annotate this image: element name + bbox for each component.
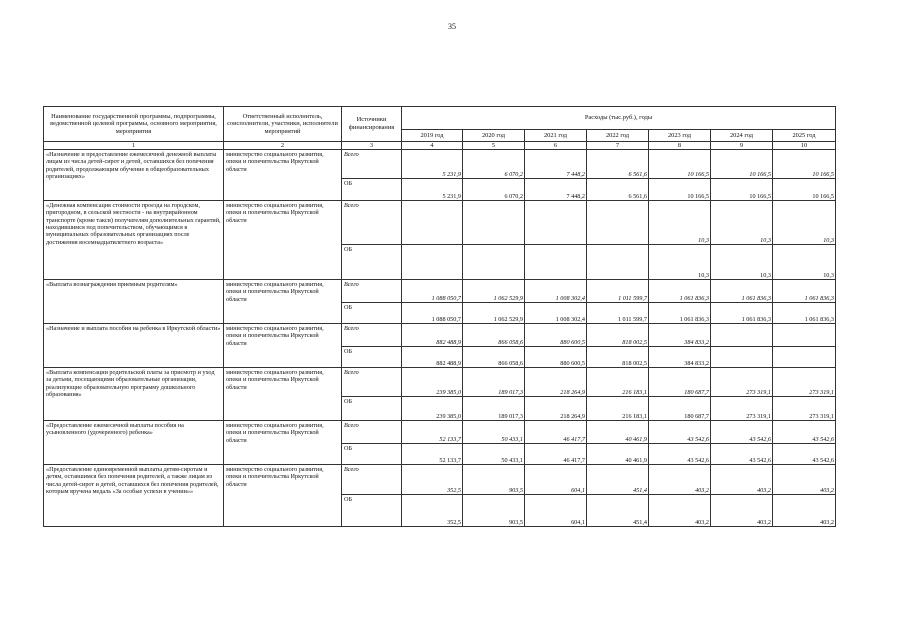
page-number: 35 xyxy=(448,22,456,31)
budget-value: 880 600,5 xyxy=(525,347,587,368)
table-row xyxy=(44,150,836,179)
budget-value: 1 062 529,9 xyxy=(463,303,525,324)
total-value: 7 448,2 xyxy=(525,150,587,179)
column-number: 1 xyxy=(44,142,224,150)
budget-value: 6 070,2 xyxy=(463,179,525,201)
column-numbers-row xyxy=(44,142,836,150)
total-value xyxy=(402,201,463,245)
source-sub-label: ОБ xyxy=(342,397,402,421)
activity-name: «Выплата компенсации родительской платы за присмотр и уход за детьми, посещающими образовательные организации, реализующие образовательную программу дошкольного образования» xyxy=(44,368,224,421)
total-value: 10,3 xyxy=(773,201,836,245)
total-value: 273 319,1 xyxy=(773,368,836,397)
total-value: 818 002,5 xyxy=(587,324,649,347)
table-row xyxy=(44,324,836,347)
budget-value: 403,2 xyxy=(711,495,773,527)
table-row xyxy=(44,421,836,444)
column-number: 4 xyxy=(402,142,463,150)
source-total-label: Всего xyxy=(342,324,402,347)
activity-name: «Предоставление ежемесячной выплаты пособия на усыновленного (удочеренного) ребенка» xyxy=(44,421,224,465)
budget-value: 216 183,1 xyxy=(587,397,649,421)
total-value: 52 133,7 xyxy=(402,421,463,444)
budget-value: 10,3 xyxy=(711,245,773,280)
source-total-label: Всего xyxy=(342,465,402,495)
budget-value: 384 833,2 xyxy=(649,347,711,368)
source-total-label: Всего xyxy=(342,368,402,397)
budget-value: 10,3 xyxy=(649,245,711,280)
source-total-label: Всего xyxy=(342,150,402,179)
budget-value: 10 166,5 xyxy=(773,179,836,201)
header-year: 2024 год xyxy=(711,130,773,142)
budget-value: 6 561,6 xyxy=(587,179,649,201)
source-sub-label: ОБ xyxy=(342,444,402,465)
column-number: 10 xyxy=(773,142,836,150)
source-sub-label: ОБ xyxy=(342,245,402,280)
total-value: 6 561,6 xyxy=(587,150,649,179)
total-value xyxy=(525,201,587,245)
header-source: Источники финансирования xyxy=(342,107,402,142)
budget-value xyxy=(587,245,649,280)
budget-value: 10,3 xyxy=(773,245,836,280)
budget-value: 43 542,6 xyxy=(773,444,836,465)
column-number: 2 xyxy=(224,142,342,150)
budget-value: 403,2 xyxy=(649,495,711,527)
total-value: 216 183,1 xyxy=(587,368,649,397)
column-number: 7 xyxy=(587,142,649,150)
source-total-label: Всего xyxy=(342,201,402,245)
budget-value: 189 017,3 xyxy=(463,397,525,421)
total-value: 46 417,7 xyxy=(525,421,587,444)
total-value: 10,3 xyxy=(649,201,711,245)
budget-value: 46 417,7 xyxy=(525,444,587,465)
header-year: 2022 год xyxy=(587,130,649,142)
total-value: 1 061 836,3 xyxy=(773,280,836,303)
total-value: 5 231,9 xyxy=(402,150,463,179)
budget-value: 239 385,0 xyxy=(402,397,463,421)
total-value: 43 542,6 xyxy=(649,421,711,444)
executor-name: министерство социального развития, опеки и попечительства Иркутской области xyxy=(224,150,342,201)
budget-value xyxy=(463,245,525,280)
column-number: 8 xyxy=(649,142,711,150)
executor-name: министерство социального развития, опеки и попечительства Иркутской области xyxy=(224,421,342,465)
source-total-label: Всего xyxy=(342,421,402,444)
budget-value: 50 433,1 xyxy=(463,444,525,465)
budget-value: 10 166,5 xyxy=(649,179,711,201)
header-executor: Ответственный исполнитель, соисполнители, участники, исполнители мероприятий xyxy=(224,107,342,142)
total-value: 43 542,6 xyxy=(711,421,773,444)
budget-value: 352,5 xyxy=(402,495,463,527)
budget-value: 818 002,5 xyxy=(587,347,649,368)
total-value: 604,1 xyxy=(525,465,587,495)
budget-value xyxy=(525,245,587,280)
budget-value: 451,4 xyxy=(587,495,649,527)
total-value: 273 319,1 xyxy=(711,368,773,397)
total-value: 352,5 xyxy=(402,465,463,495)
total-value: 880 600,5 xyxy=(525,324,587,347)
header-year: 2019 год xyxy=(402,130,463,142)
total-value: 1 088 050,7 xyxy=(402,280,463,303)
total-value: 10 166,5 xyxy=(773,150,836,179)
total-value: 180 687,7 xyxy=(649,368,711,397)
total-value: 10,3 xyxy=(711,201,773,245)
budget-value: 604,1 xyxy=(525,495,587,527)
budget-value: 5 231,9 xyxy=(402,179,463,201)
total-value: 903,5 xyxy=(463,465,525,495)
budget-value: 273 319,1 xyxy=(773,397,836,421)
executor-name: министерство социального развития, опеки и попечительства Иркутской области xyxy=(224,368,342,421)
total-value: 6 070,2 xyxy=(463,150,525,179)
total-value: 1 062 529,9 xyxy=(463,280,525,303)
executor-name: министерство социального развития, опеки и попечительства Иркутской области xyxy=(224,280,342,324)
header-year: 2021 год xyxy=(525,130,587,142)
total-value: 10 166,5 xyxy=(649,150,711,179)
column-number: 6 xyxy=(525,142,587,150)
source-sub-label: ОБ xyxy=(342,179,402,201)
column-number: 9 xyxy=(711,142,773,150)
header-year: 2023 год xyxy=(649,130,711,142)
total-value: 451,4 xyxy=(587,465,649,495)
budget-value: 43 542,6 xyxy=(711,444,773,465)
budget-value: 866 058,6 xyxy=(463,347,525,368)
total-value: 403,2 xyxy=(773,465,836,495)
header-year: 2020 год xyxy=(463,130,525,142)
budget-value: 43 542,6 xyxy=(649,444,711,465)
total-value: 384 833,2 xyxy=(649,324,711,347)
budget-value: 10 166,5 xyxy=(711,179,773,201)
total-value: 189 017,3 xyxy=(463,368,525,397)
total-value: 882 488,9 xyxy=(402,324,463,347)
activity-name: «Денежная компенсация стоимости проезда на городском, пригородном, в сельской местности - на внутрирайонном транспорте (кроме такси) получателям дополнительных гарантий, находившимся под попечительством, обучающимся в муниципальных образовательных организациях после достижения восемнадцатилетнего возраста» xyxy=(44,201,224,280)
total-value: 1 061 836,3 xyxy=(649,280,711,303)
budget-value: 40 461,9 xyxy=(587,444,649,465)
activity-name: «Назначение и выплата пособия на ребенка в Иркутской области» xyxy=(44,324,224,368)
total-value: 10 166,5 xyxy=(711,150,773,179)
budget-value xyxy=(402,245,463,280)
total-value xyxy=(463,201,525,245)
source-total-label: Всего xyxy=(342,280,402,303)
budget-value: 903,5 xyxy=(463,495,525,527)
executor-name: министерство социального развития, опеки и попечительства Иркутской области xyxy=(224,465,342,527)
source-sub-label: ОБ xyxy=(342,303,402,324)
table-row xyxy=(44,368,836,397)
total-value: 43 542,6 xyxy=(773,421,836,444)
budget-value: 1 008 302,4 xyxy=(525,303,587,324)
budget-value: 1 061 836,3 xyxy=(711,303,773,324)
source-sub-label: ОБ xyxy=(342,347,402,368)
total-value xyxy=(587,201,649,245)
total-value: 1 061 836,3 xyxy=(711,280,773,303)
budget-value xyxy=(773,347,836,368)
budget-value: 52 133,7 xyxy=(402,444,463,465)
header-expenses: Расходы (тыс.руб.), годы xyxy=(402,107,836,130)
activity-name: «Предоставление единовременной выплаты детям-сиротам и детям, оставшимся без попечения родителей, а также лицам из числа детей-сирот и детей, оставшихся без попечения родителей, которым вручена медаль «За особые успехи в учении»» xyxy=(44,465,224,527)
total-value: 866 058,6 xyxy=(463,324,525,347)
executor-name: министерство социального развития, опеки и попечительства Иркутской области xyxy=(224,201,342,280)
budget-value: 1 061 836,3 xyxy=(649,303,711,324)
total-value: 50 433,1 xyxy=(463,421,525,444)
table-row xyxy=(44,280,836,303)
total-value: 40 461,9 xyxy=(587,421,649,444)
budget-value: 218 264,9 xyxy=(525,397,587,421)
budget-table xyxy=(43,106,836,527)
activity-name: «Выплата вознаграждения приемным родителям» xyxy=(44,280,224,324)
budget-value: 7 448,2 xyxy=(525,179,587,201)
total-value xyxy=(711,324,773,347)
source-sub-label: ОБ xyxy=(342,495,402,527)
header-year: 2025 год xyxy=(773,130,836,142)
total-value xyxy=(773,324,836,347)
budget-value xyxy=(711,347,773,368)
total-value: 1 008 302,4 xyxy=(525,280,587,303)
budget-value: 403,2 xyxy=(773,495,836,527)
total-value: 239 385,0 xyxy=(402,368,463,397)
budget-value: 1 061 836,3 xyxy=(773,303,836,324)
activity-name: «Назначение и предоставление ежемесячной денежной выплаты лицам из числа детей-сирот и детей, оставшихся без попечения родителей, продолжающим обучение в общеобразовательных организациях» xyxy=(44,150,224,201)
budget-value: 1 011 599,7 xyxy=(587,303,649,324)
column-number: 3 xyxy=(342,142,402,150)
total-value: 403,2 xyxy=(649,465,711,495)
budget-value: 273 319,1 xyxy=(711,397,773,421)
total-value: 403,2 xyxy=(711,465,773,495)
budget-value: 882 488,9 xyxy=(402,347,463,368)
column-number: 5 xyxy=(463,142,525,150)
budget-value: 1 088 050,7 xyxy=(402,303,463,324)
total-value: 218 264,9 xyxy=(525,368,587,397)
total-value: 1 011 599,7 xyxy=(587,280,649,303)
budget-value: 180 687,7 xyxy=(649,397,711,421)
table-row xyxy=(44,465,836,495)
header-name: Наименование государственной программы, подпрограммы, ведомственной целевой программы, основного мероприятия, мероприятия xyxy=(44,107,224,142)
table-row xyxy=(44,201,836,245)
executor-name: министерство социального развития, опеки и попечительства Иркутской области xyxy=(224,324,342,368)
